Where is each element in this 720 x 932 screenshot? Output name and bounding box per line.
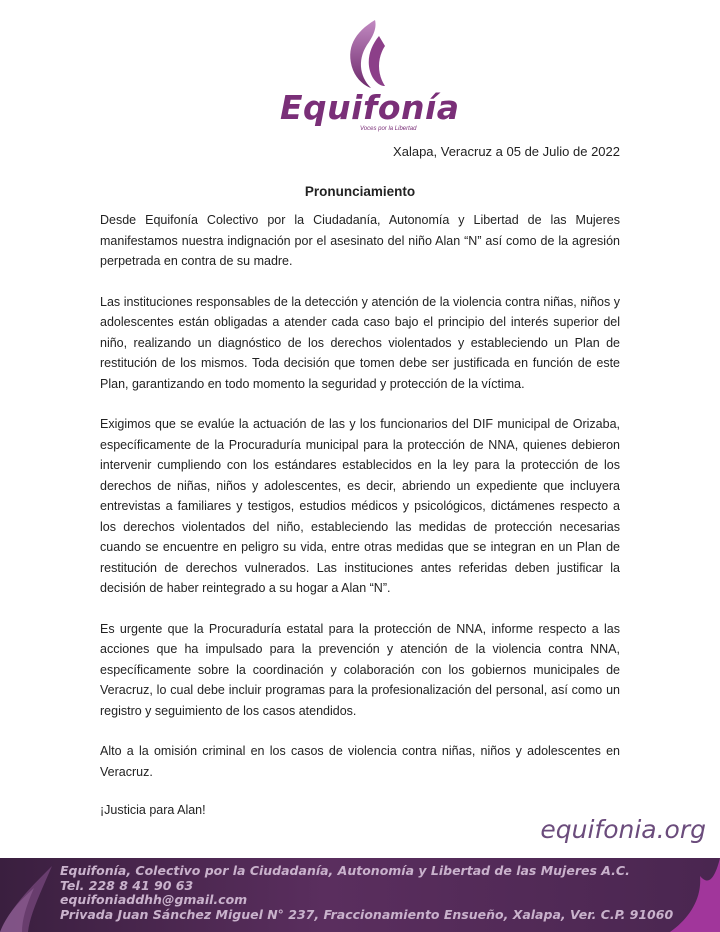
footer-org-name: Equifonía, Colectivo por la Ciudadanía, Autonomía y Libertad de las Mujeres A.C. [60,863,630,878]
brand-name: Equifonía [280,88,460,127]
flame-logo-icon [335,18,395,90]
paragraph: Exigimos que se evalúe la actuación de las y los funcionarios del DIF municipal de Orizaba, específicamente de la Procuraduría municipal para la protección de NNA, quienes debieron intervenir cumpliendo con los estándares establecidos en la ley para la protección de los derechos de niñas, niños y adolescentes, es decir, abriendo un expediente que incluyera entrevistas a familiares y testigos, estudios médicos y psicológicos, dictámenes respecto a los derechos violentados del niño, estableciendo las medidas de protección necesarias cuando se encuentre en peligro su vida, entre otras medidas que se integran en un Plan de restitución de derechos vulnerados. Las instituciones antes referidas deben justificar la decisión de haber reintegrado a su hogar a Alan “N”. [100,417,620,595]
paragraph: Las instituciones responsables de la detección y atención de la violencia contra niñas, niños y adolescentes están obligadas a atender cada caso bajo el principio del interés superior del niño, realizando un diagnóstico de los derechos violentados y estableciendo un Plan de restitución de los mismos. Toda decisión que tomen debe ser justificada en función de este Plan, garantizando en todo momento la seguridad y protección de la víctima. [100,294,620,391]
paragraph: ¡Justicia para Alan! [100,803,206,817]
brand-slogan: Voces por la Libertad [360,126,417,132]
letter-body [100,210,620,841]
document-title: Pronunciamiento [304,184,416,199]
paragraph: Desde Equifonía Colectivo por la Ciudadanía, Autonomía y Libertad de las Mujeres manifestamos nuestra indignación por el asesinato del niño Alan “N” así como de la agresión perpetrada en contra de su madre. [100,213,620,268]
footer-address: Privada Juan Sánchez Miguel N° 237, Fraccionamiento Ensueño, Xalapa, Ver. C.P. 91060 [60,906,674,922]
date-line: Xalapa, Veracruz a 05 de Julio de 2022 [393,144,620,159]
footer-contact [60,864,673,922]
paragraph: Alto a la omisión criminal en los casos de violencia contra niñas, niños y adolescentes en Veracruz. [100,744,620,779]
paragraph: Es urgente que la Procuraduría estatal para la protección de NNA, informe respecto a las acciones que ha impulsado para la prevención y atención de la violencia contra NNA, específicamente sobre la coordinación y colaboración con los gobiernos municipales de Veracruz, lo cual debe incluir programas para la profesionalización del personal, así como un registro y seguimiento de los casos atendidos. [100,621,620,718]
website-link[interactable]: equifonia.org [540,815,706,844]
footer-band [0,858,720,932]
equifonia-logo [280,18,460,132]
footer-email[interactable]: equifoniaddhh@gmail.com [60,892,248,907]
footer-phone: Tel. 228 8 41 90 63 [60,877,194,893]
